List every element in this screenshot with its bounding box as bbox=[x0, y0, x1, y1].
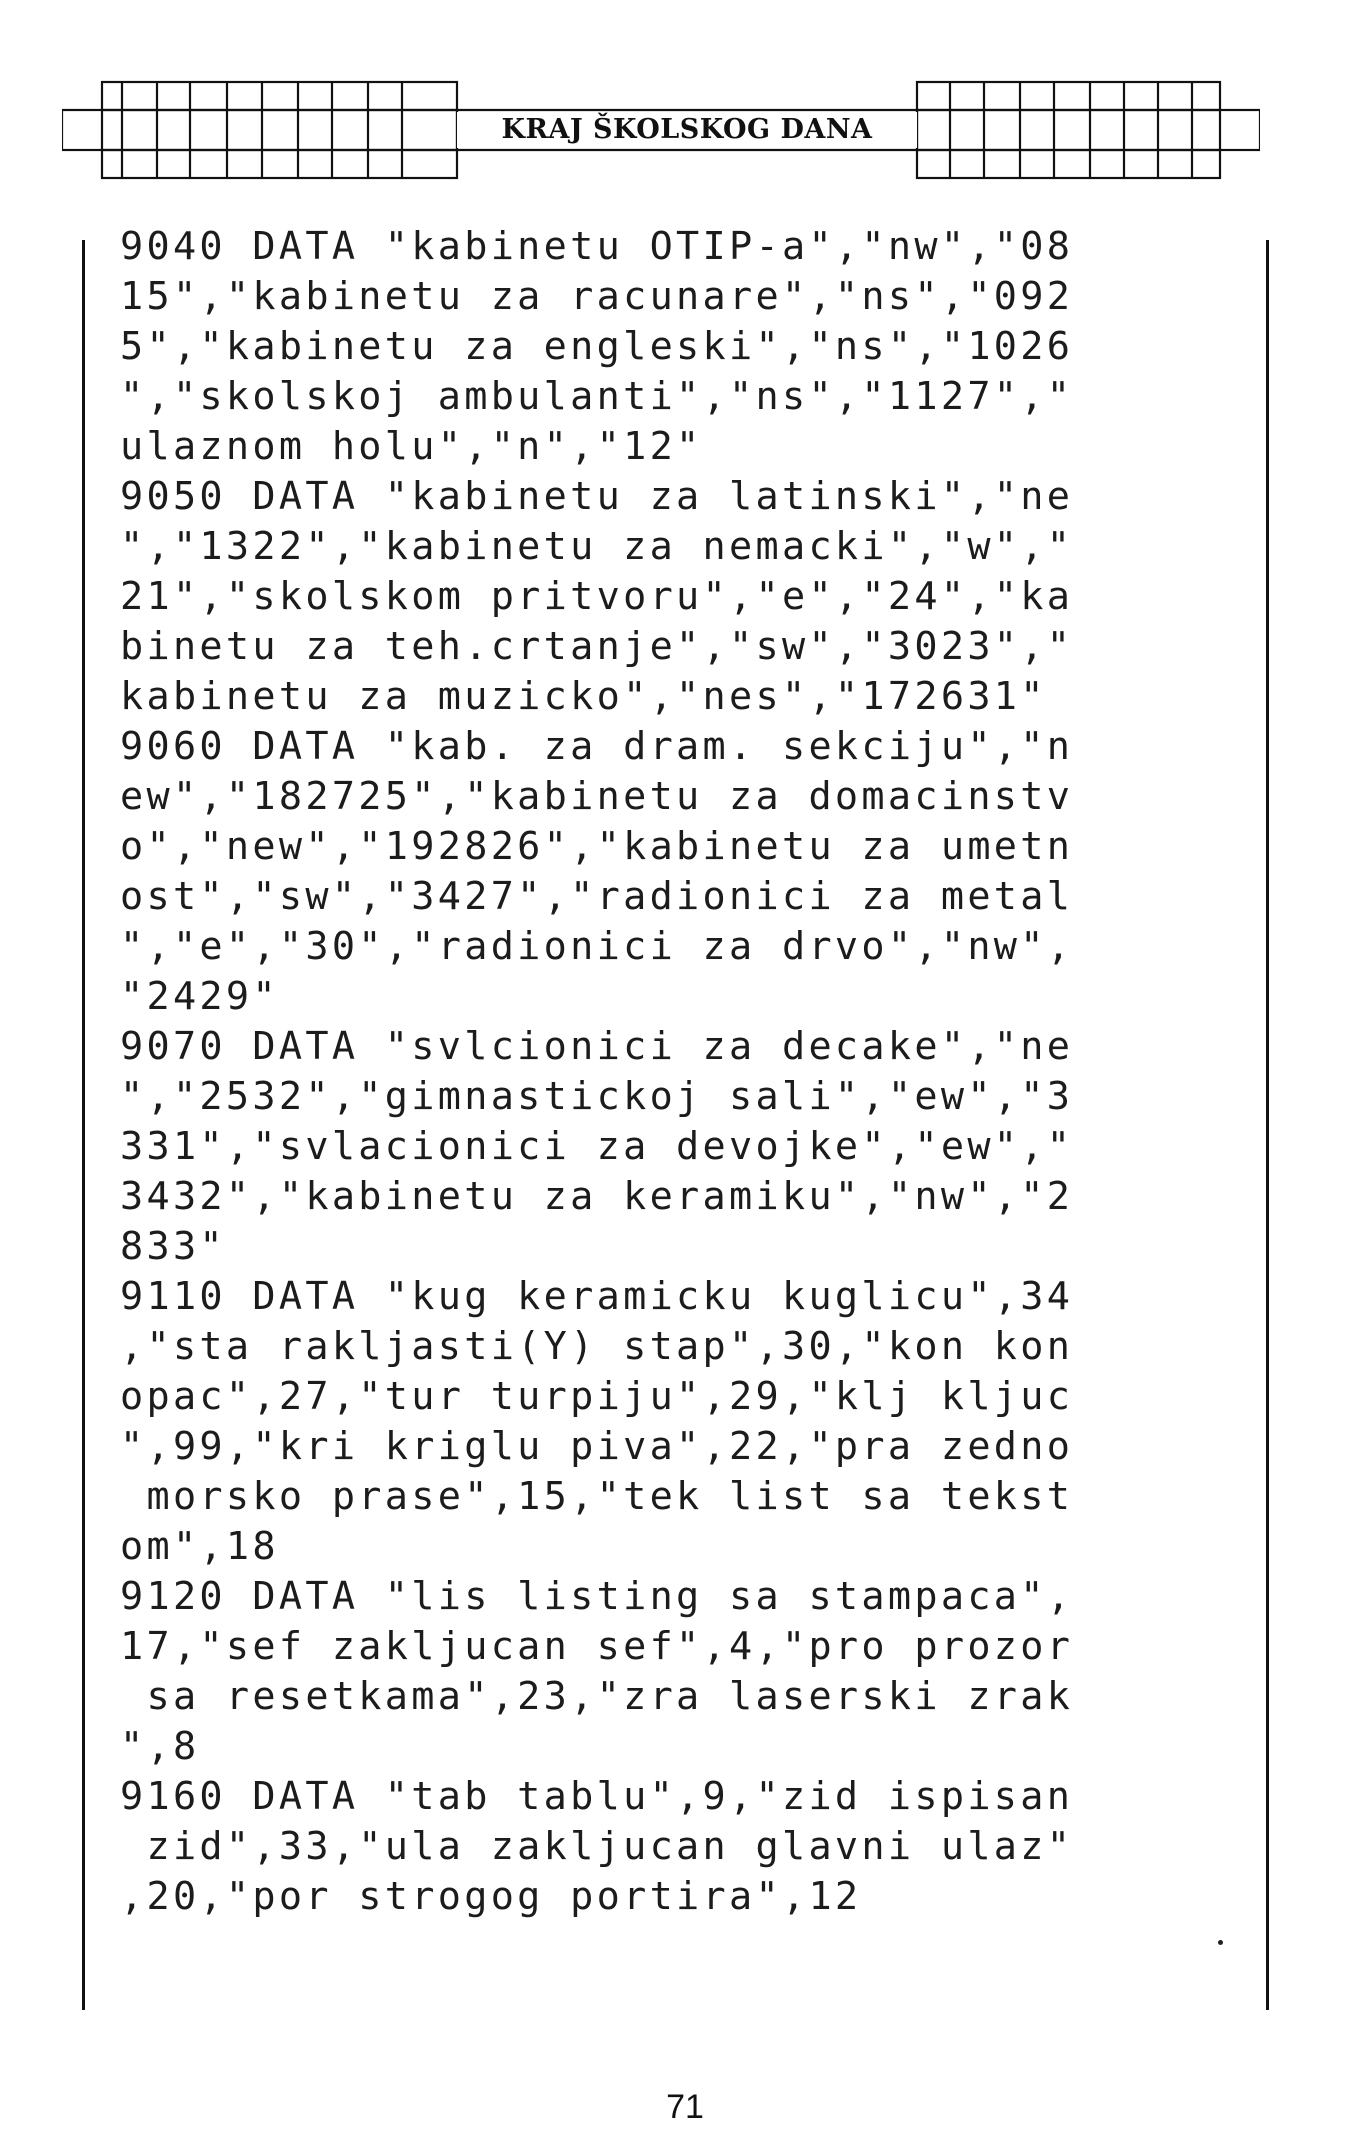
code-line: 9120 DATA "lis listing sa stampaca", bbox=[120, 1574, 1074, 1619]
code-line: ","e","30","radionici za drvo","nw", bbox=[120, 924, 1074, 969]
code-line: 9060 DATA "kab. za dram. sekciju","n bbox=[120, 724, 1074, 769]
left-border bbox=[82, 240, 85, 2010]
code-line: "2429" bbox=[120, 974, 279, 1019]
code-line: 15","kabinetu za racunare","ns","092 bbox=[120, 274, 1074, 319]
code-line: 331","svlacionici za devojke","ew"," bbox=[120, 1124, 1074, 1169]
right-border bbox=[1266, 240, 1269, 2010]
chapter-title: KRAJ ŠKOLSKOG DANA bbox=[457, 112, 917, 148]
code-line: kabinetu za muzicko","nes","172631" bbox=[120, 674, 1047, 719]
code-line: 9160 DATA "tab tablu",9,"zid ispisan bbox=[120, 1774, 1074, 1819]
code-listing bbox=[120, 222, 1240, 1922]
code-line: ost","sw","3427","radionici za metal bbox=[120, 874, 1074, 919]
code-line: ew","182725","kabinetu za domacinstv bbox=[120, 774, 1074, 819]
code-line: 9070 DATA "svlcionici za decake","ne bbox=[120, 1024, 1074, 1069]
code-line: 5","kabinetu za engleski","ns","1026 bbox=[120, 324, 1074, 369]
code-line: morsko prase",15,"tek list sa tekst bbox=[120, 1474, 1074, 1519]
chapter-header bbox=[62, 80, 1260, 180]
code-line: 9040 DATA "kabinetu OTIP-a","nw","08 bbox=[120, 224, 1074, 269]
code-line: zid",33,"ula zakljucan glavni ulaz" bbox=[120, 1824, 1074, 1869]
code-line: ","skolskoj ambulanti","ns","1127"," bbox=[120, 374, 1074, 419]
code-line: 3432","kabinetu za keramiku","nw","2 bbox=[120, 1174, 1074, 1219]
code-line: 17,"sef zakljucan sef",4,"pro prozor bbox=[120, 1624, 1074, 1669]
code-line: 21","skolskom pritvoru","e","24","ka bbox=[120, 574, 1074, 619]
code-line: opac",27,"tur turpiju",29,"klj kljuc bbox=[120, 1374, 1074, 1419]
code-line: ",99,"kri kriglu piva",22,"pra zedno bbox=[120, 1424, 1074, 1469]
code-line: ,"sta rakljasti(Y) stap",30,"kon kon bbox=[120, 1324, 1074, 1369]
code-line: ,20,"por strogog portira",12 bbox=[120, 1874, 862, 1919]
code-line: 9110 DATA "kug keramicku kuglicu",34 bbox=[120, 1274, 1074, 1319]
code-line: om",18 bbox=[120, 1524, 279, 1569]
code-line: ","2532","gimnastickoj sali","ew","3 bbox=[120, 1074, 1074, 1119]
code-line: o","new","192826","kabinetu za umetn bbox=[120, 824, 1074, 869]
code-line: ","1322","kabinetu za nemacki","w"," bbox=[120, 524, 1074, 569]
code-line: binetu za teh.crtanje","sw","3023"," bbox=[120, 624, 1074, 669]
stray-dot bbox=[1218, 1940, 1223, 1945]
code-line: ulaznom holu","n","12" bbox=[120, 424, 703, 469]
code-line: sa resetkama",23,"zra laserski zrak bbox=[120, 1674, 1074, 1719]
code-line: 833" bbox=[120, 1224, 226, 1269]
page-number: 71 bbox=[666, 2088, 704, 2126]
code-line: 9050 DATA "kabinetu za latinski","ne bbox=[120, 474, 1074, 519]
code-line: ",8 bbox=[120, 1724, 200, 1769]
